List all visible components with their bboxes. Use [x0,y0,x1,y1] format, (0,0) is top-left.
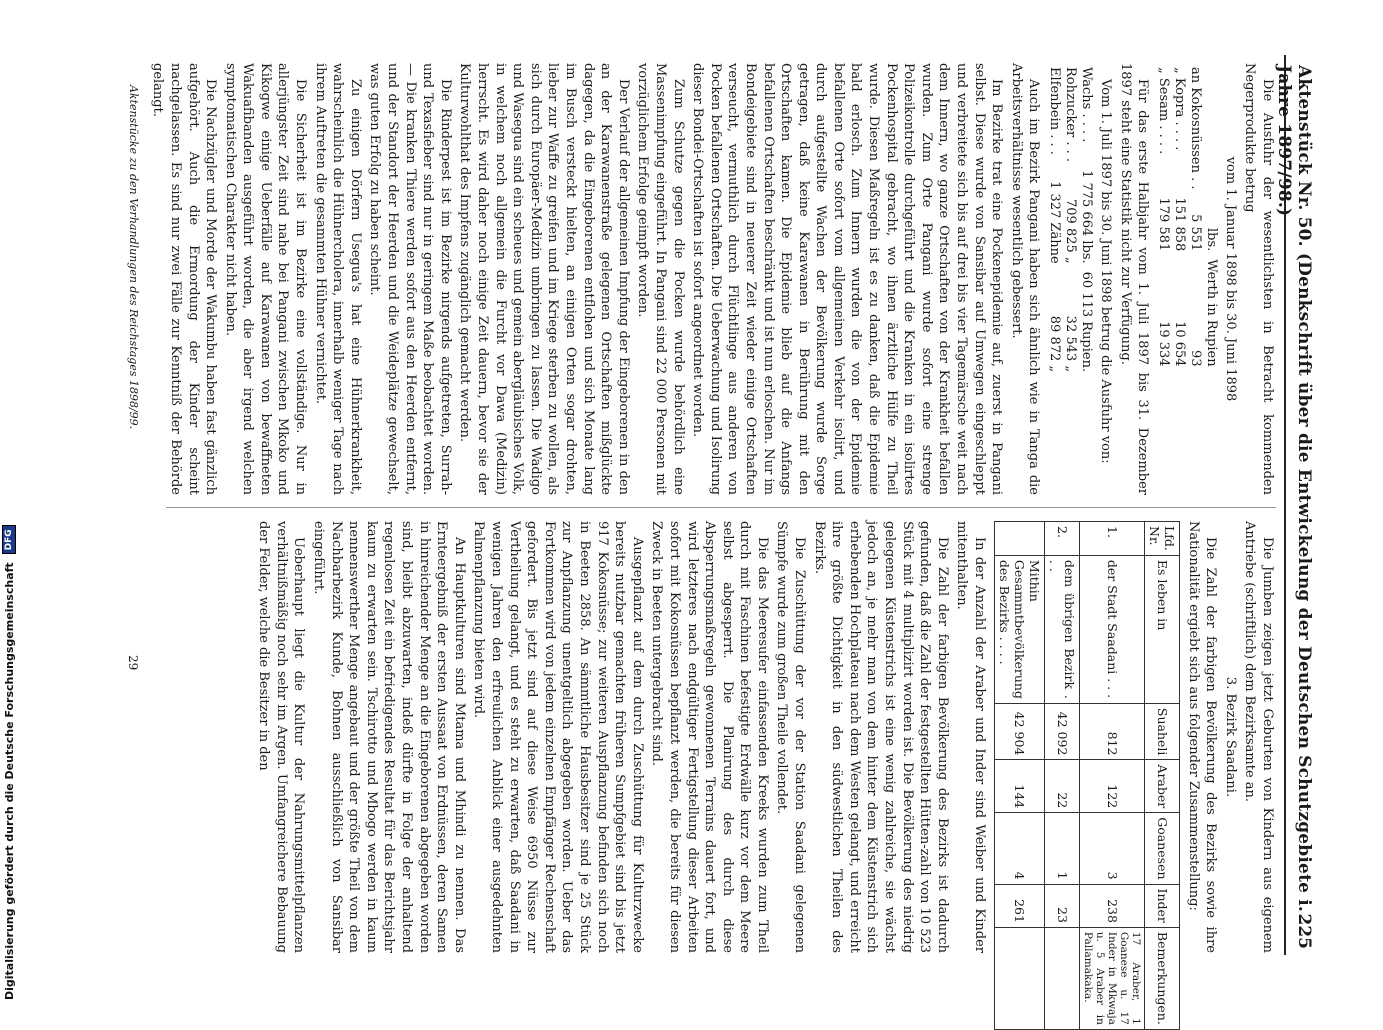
row-value: 32 543 „ [1063,315,1079,373]
digitization-credit-text: Digitalisierung gefördert durch die Deutsche Forschungsgemeinschaft [2,562,16,1000]
table-row [1046,63,1062,376]
paragraph: Ueberhaupt liegt die Kultur der Nahrungsmittelpflanzen verhältnißmäßig noch sehr im Argen. Umfangreichere Bebauung der Felder, welche die Besitzer in den [256,521,307,953]
export-table [1155,63,1219,371]
table-row [1187,63,1203,371]
paragraph: Die Nachzügler und Morde der Wakumbu haben fast gänzlich aufgehört. Auch die Ermordung der Kinder scheint nachgelassen. Es sind nur zwei Fälle zur Kenntniß der Behörde gelangt. [150,63,219,495]
cell: 23 [1045,884,1080,927]
row-value: 19 334 [1156,321,1172,367]
table-row [1045,522,1080,1030]
cell: 1. [1080,522,1145,556]
col-header: Lfd. Nr. [1145,522,1180,556]
cell: der Stadt Saadani . . . [1080,555,1145,703]
row-qty: 5 551 [1188,214,1204,252]
col-header: Inder [1145,884,1180,927]
value-header: Werth in Rupien [1204,259,1220,367]
paragraph: Die Zahl der farbigen Bevölkerung des Bezirks ist dadurch gefunden, daß die Zahl der festgestellten Hütten-zahl von 10 523 Stück mit 4 multiplizirt worden ist. Die Bevölkerung des niedrig gelegenen Küstenstrichs ist eine wenig zahlreiche, sie wächst jedoch an, je mehr man von dem hinter dem Küstenstrich sich erhebenden Hochplateau nach dem Westen gelangt, und erreicht ihre größte Dichtigkeit in den südwestlichen Theilen des Bezirks. [811,521,950,954]
row-label: an Kokosnüssen . . [1188,67,1204,190]
cell: 1 [1045,813,1080,884]
paragraph: Für das erste Halbjahr vom 1. Juli 1897 bis 31. Dezember 1897 steht eine Statistik nicht zur Verfügung. [1117,63,1151,495]
cell [1045,927,1080,1029]
cell: 238 [1080,884,1145,927]
unit-header: lbs. [1204,227,1220,252]
paragraph: Die Rinderpest ist im Bezirke nirgends aufgetreten, Surrah- und Texasfieber sind nur in geringem Maße beobachtet worden. — Die kranken Thiere werden sofort aus den Heerden entfernt, und der Standort der Heerden und die Weideplätze gewechselt, was guten Erfolg zu haben scheint. [367,63,453,495]
row-qty: 179 581 [1156,197,1172,252]
paragraph: Auch im Bezirk Pangani haben sich ähnlich wie in Tanga die Arbeitsverhältnisse wesentlich gebessert. [1008,63,1042,495]
cell: 122 [1080,760,1145,813]
row-qty: 1 327 Zähne [1047,181,1063,264]
cell: 4 [995,813,1045,884]
table-row [1078,63,1094,376]
page-number: 225 [1294,913,1314,949]
page-header [1274,55,1320,955]
row-qty: 709 825 „ [1063,199,1079,264]
col-header: Es leben in [1145,555,1180,703]
paragraph: Der Verlauf der allgemeinen Impfung der Eingeborenen in den an der Karawanenstraße gelegenen Ortschaften mißglückte dagegen, da die Eingeborenen entflohen und sich Monate lang im Busch versteckt hielten, an einigen Orten sogar drohten, lieber zur Waffe zu greifen und im Kriege sterben zu wollen, als sich durch Europäer-Medizin umbringen zu lassen. Die Wadigo und Wasegua sind ein scheues und gemein abergläubisches Volk, in welchem noch allgemein die Furcht vor Dawa (Medizin) herrscht. Es wird daher noch einige Zeit dauern, bevor sie der Kulturwohlthat des Impfens zugänglich gemacht werden. [457,63,631,495]
cell: Mithin Gesammtbevölkerung des Bezirks . . . . [995,555,1045,703]
row-label: Wachs . . . . [1079,67,1095,143]
table-row [1080,522,1145,1030]
row-qty: 151 858 [1172,197,1188,252]
paragraph: Die Sicherheit ist im Bezirke eine vollständige. Nur in allerjüngster Zeit sind nahe bei Pangani zwischen Mkoko und Kikogwe einige Ueberfälle auf Karawanen von bewaffneten Wakuafibanden ausgeführt worden, die aber irgend welchen symptomatischen Charakter nicht haben. [222,63,309,495]
paragraph: Ausgepflanzt auf dem durch Zuschüttung für Kulturzwecke bereits nutzbar gemachten früheren Sumpfgebiet sind bis jetzt 917 Kokosnüsse; zur weiteren Auspflanzung befinden sich noch in Beeten 2858. An sämmtliche Hausbesitzer sind je 25 Stück zur Anpflanzung unentgeltlich abgegeben worden. Ueber das Fortkommen wird von jedem einzelnen Empfänger Rechenschaft gefordert. Bis jetzt sind auf diese Weise 6950 Nüsse zur Vertheilung gelangt, und es steht zu erwarten, daß Saadani in wenigen Jahren den erfreulichen Anblick einer ausgedehnten Palmenpflanzung bieten wird. [471,521,645,953]
paragraph: Die Zuschüttung der vor der Station Saadani gelegenen Sümpfe wurde zum großen Theile vollendet. [774,521,808,953]
right-column [253,521,1276,1025]
cell: 261 [995,884,1045,927]
digitization-credit [0,0,18,1000]
left-column [147,63,1276,495]
row-label: „ Sesam . . . . [1156,67,1172,155]
paragraph: Im Bezirke trat eine Pockenepidemie auf, zuerst in Pangani selbst. Diese wurde von Sansibar auf Umwegen eingeschleppt und verbreitete sich bis auf drei bis vier Tagemärsche weit nach dem Innern, wo ganze Ortschaften von der Krankheit befallen wurden. Zum Orte Pangani wurde sofort eine strenge Polizeikontrolle durchgeführt und die Kranken in ein isolirtes Pockenhospital gebracht, wo ihnen ärztliche Hülfe zu Theil wurde. Diesen Maßregeln ist es zu danken, daß die Epidemie bald erlosch. Zum Innern wurden die von der Epidemie befallenen Orte sofort vom allgemeinen Verkehr isolirt, und durch aufgestellte Wachen der Bevölkerung wurde Sorge getragen, daß keine Karawanen in Berührung mit den Ortschaften kamen. Die Epidemie blieb auf die Anfangs befallenen Ortschaften beschränkt und ist nun erloschen. Nur im Bondeigebiete sind in neuerer Zeit wieder einige Ortschaften verseucht, vermuthlich durch Flüchtlinge aus anderen von Pocken befallenen Ortschaften. Die Ueberwachung und Isolirung dieser Bondei-Ortschaften ist sofort angeordnet worden. [690,63,1005,495]
document-page [50,55,1320,1025]
dfg-logo: DFG [2,525,16,554]
section-heading: 3. Bezirk Saadani. [1222,676,1238,798]
cell: 22 [1045,760,1080,813]
paragraph: Die Zahl der farbigen Bevölkerung des Bezirks sowie ihre Nationalität ergiebt sich aus folgender Zusammenstellung: [1185,521,1219,953]
footnote: Aktenstücke zu den Verhandlungen des Reichstages 1898/99. [127,85,140,430]
row-label: „ Kopra . . . . [1172,67,1188,151]
cell: 42 904 [995,703,1045,760]
table-row [1062,63,1078,376]
paragraph: Zu einigen Dörfern Usegua's hat eine Hühnerkrankheit, wahrscheinlich die Hühnercholera, innerhalb weniger Tage nach ihrem Auftreten die gesammten Hühner vernichtet. [312,63,363,495]
table-row [1155,63,1171,371]
cell: 42 092 [1045,703,1080,760]
cell: 144 [995,760,1045,813]
row-label: Elfenbein . . . [1047,67,1063,155]
table-row [1171,63,1187,371]
table-header-row [1145,522,1180,1030]
cell: dem übrigen Bezirk . . . [1045,555,1080,703]
paragraph: Zum Schutze gegen die Pocken wurde behördlich eine Massenimpfung eingeführt. In Pangani sind 22 000 Personen mit vorzüglichem Erfolge geimpft worden. [635,63,686,495]
cell: 812 [1080,703,1145,760]
paragraph: Die Ausfuhr der wesentlichsten in Betracht kommenden Negerprodukte betrug [1242,63,1275,495]
column-divider [166,507,1276,508]
row-value: 89 872 „ [1047,315,1063,373]
col-header: Suaheli [1145,703,1180,760]
paragraph: vom 1. Januar 1898 bis 30. Juni 1898 [1222,156,1238,402]
population-table [994,521,1180,1030]
row-value: 10 654 [1172,321,1188,367]
paragraph: An Hauptkulturen sind Mtama und Mhindi zu nennen. Das Ernteergebniß der ersten Aussaat von Erdnüssen, deren Samen in hinreichender Menge an die Eingeborenen abgegeben worden sind, bleibt abzuwarten, indeß dürfte in Folge der anhaltend regenlosen Zeit ein befriedigendes Resultat für das Berichtsjahr kaum zu erwarten sein. Tschirotto und Mbogo werden in kaum nennenswerther Menge angebaut und der größte Theil von dem Nachbarbezirk Kunde, Bohnen ausschließlich von Sansibar eingeführt. [311,521,467,953]
col-header: Bemerkungen. [1145,927,1180,1029]
row-value: 93 [1188,350,1204,367]
cell: 17 Araber, 1 Goanese u. 17 Inder in Mkwaja u. 5 Araber in Pallamakaka. [1080,927,1145,1029]
row-value: 60 113 Rupien. [1079,271,1095,373]
paragraph: In der Anzahl der Araber und Inder sind Weiber und Kinder mitenthalten. [954,521,988,953]
bottom-page-number: 29 [126,655,140,671]
page-title: Aktenstück Nr. 50. (Denkschrift über die Entwickelung der Deutschen Schutzgebiete i. Jahre 1897/98.) [1274,65,1314,913]
col-header: Goanesen [1145,813,1180,884]
cell: 3 [1080,813,1145,884]
cell: 2. [1045,522,1080,556]
col-header: Araber [1145,760,1180,813]
row-label: Rohzucker . . . [1063,67,1079,163]
paragraph: Die das Meeresufer einfassenden Kreeks wurden zum Theil durch mit Faschinen befestigte Erdwälle kurz vor dem Meere selbst abgesperrt. Die Planirung des durch diese Absperrungsmaßregeln gewonnenen Terrains dauert fort, und wird letzteres nach endgültiger Fertigstellung dieser Arbeiten sofort mit Kokosnüssen bepflanzt werden, die bereits für diesen Zweck in Beeten untergebracht sind. [649,521,770,953]
export-table-2 [1046,63,1094,376]
paragraph: Vom 1. Juli 1897 bis 30. Juni 1898 betrug die Ausfuhr von: [1098,79,1114,464]
table-total-row [995,522,1045,1030]
row-qty: 1 775 664 lbs. [1079,170,1095,264]
paragraph: Die Jumben zeigen jetzt Geburten von Kindern aus eigenem Antriebe (schriftlich) dem Bezirksamte an. [1242,521,1275,953]
